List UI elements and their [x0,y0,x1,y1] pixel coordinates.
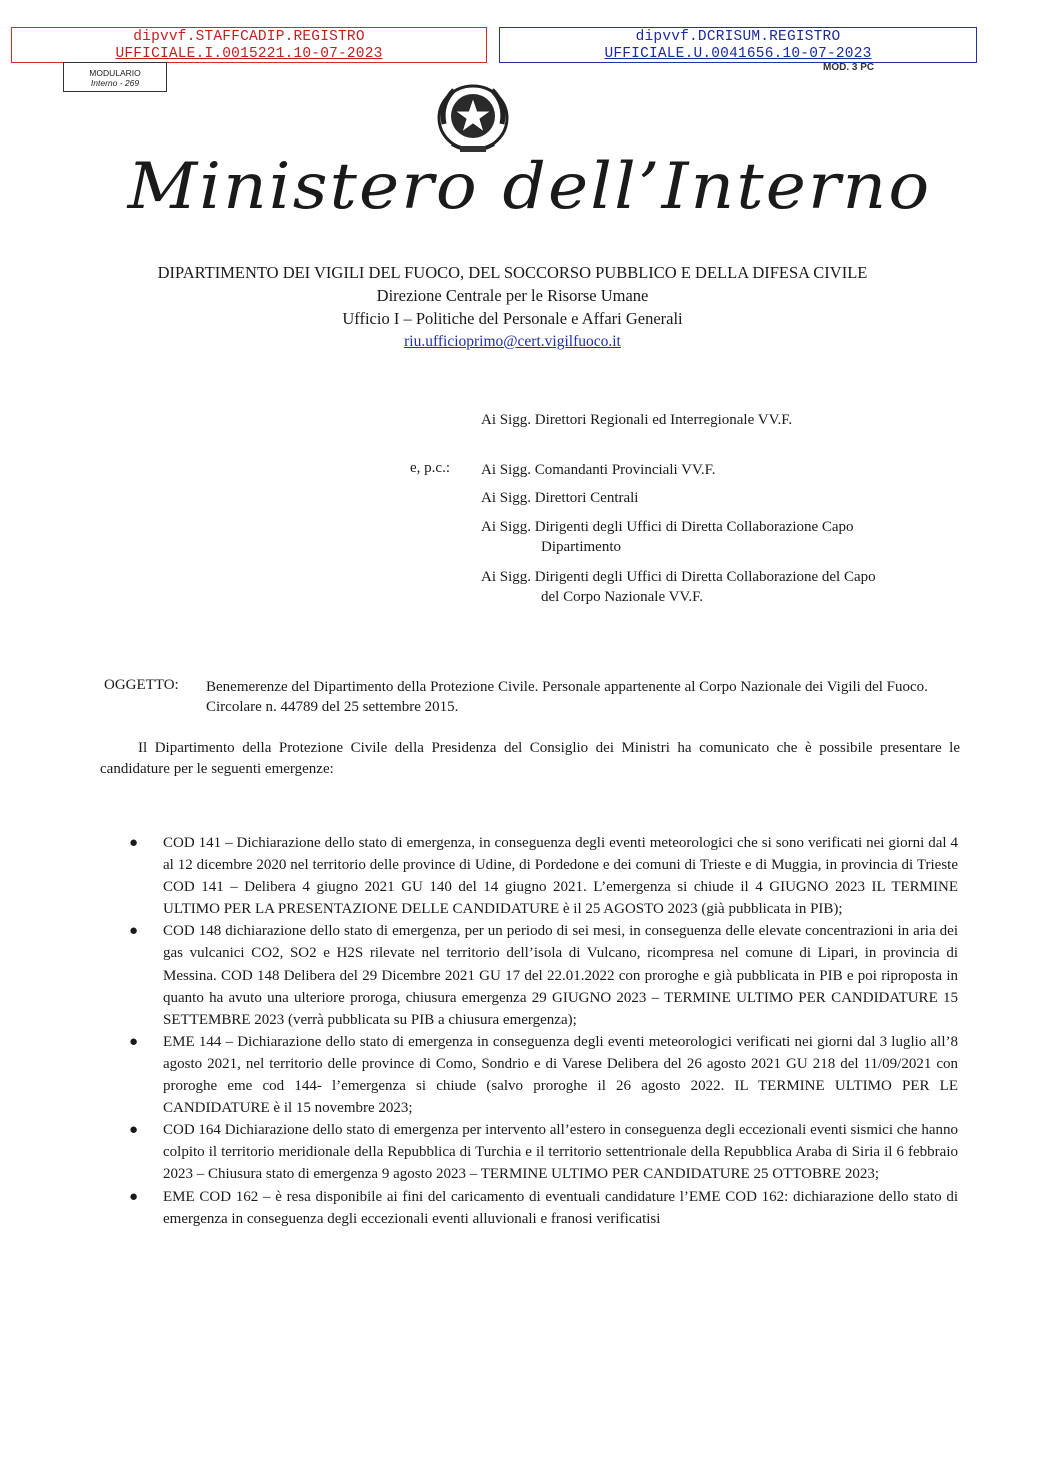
list-item [116,1119,958,1185]
list-item [116,920,958,1030]
main-recipient: Ai Sigg. Direttori Regionali ed Interregionale VV.F. [481,412,793,428]
office-name: Ufficio I – Politiche del Personale e Affari Generali [342,309,683,328]
stamp-line: UFFICIALE.U.0041656.10-07-2023 [604,46,872,62]
direction-name: Direzione Centrale per le Risorse Umane [376,286,649,305]
bullet-icon: ● [129,1033,139,1050]
stamp-line: UFFICIALE.I.0015221.10-07-2023 [115,46,383,62]
letterhead [0,261,1025,353]
subject-text: Benemerenze del Dipartimento della Protezione Civile. Personale appartenente al Corpo Nazionale dei Vigili del Fuoco. Circolare n. 44789 del 25 settembre 2015. [206,679,928,715]
bullet-icon: ● [129,1122,139,1139]
intro-paragraph: Il Dipartimento della Protezione Civile della Presidenza del Consiglio dei Ministri ha comunicato che è possibile presentare le candidature per le seguenti emergenze: [100,740,960,777]
modulario-box [63,62,167,92]
recipient-line-cont: Dipartimento [541,539,621,555]
protocol-stamp-incoming [11,27,487,63]
protocol-stamp-outgoing [499,27,977,63]
recipient-line-cont: del Corpo Nazionale VV.F. [541,589,703,605]
list-item [116,1186,958,1230]
republic-emblem-icon [430,74,516,158]
subject-label: OGGETTO: [104,677,179,693]
list-item-text: COD 164 Dichiarazione dello stato di emergenza per intervento all’estero in conseguenza degli eccezionali eventi sismici che hanno colpito il territorio meridionale della Repubblica di Turchia e il territorio settentrionale della Repubblica Araba di Siria il 6 febbraio 2023 – Chiusura stato di emergenza 9 agosto 2023 – TERMINE ULTIMO PER CANDIDATURE 25 OTTOBRE 2023; [163,1122,958,1183]
cc-recipient [481,517,971,557]
mod-code: MOD. 3 PC [823,62,875,73]
cc-recipient [481,567,971,607]
list-item-text: EME COD 162 – è resa disponibile ai fini del caricamento di eventuali candidature l’EME COD 162: dichiarazione dello stato di emergenza in conseguenza degli eccezionali eventi alluvionali e franosi verificatisi [163,1188,958,1227]
cc-recipient [481,460,971,480]
bullet-icon: ● [129,835,139,851]
office-email-link[interactable]: riu.ufficioprimo@cert.vigilfuoco.it [404,333,621,350]
cc-label: e, p.c.: [410,460,450,476]
emergency-list [116,832,958,1230]
list-item [116,832,958,920]
list-item [116,1031,958,1119]
recipient-line: Ai Sigg. Comandanti Provinciali VV.F. [481,462,716,478]
modulario-label: MODULARIO [89,68,141,78]
bullet-icon: ● [129,923,139,940]
list-item-text: COD 141 – Dichiarazione dello stato di emergenza, in conseguenza degli eventi meteorologici che si sono verificati nei giorni dal 4 al 12 dicembre 2020 nel territorio delle province di Udine, di Pordedone e dei comuni di Trieste e di Muggia, in provincia di Trieste COD 141 – Delibera 4 giugno 2021 GU 140 del 14 giugno 2021. L’emergenza si chiude il 4 GIUGNO 2023 IL TERMINE ULTIMO PER LA PRESENTAZIONE DELLE CANDIDATURE è il 25 AGOSTO 2023 (già pubblicata in PIB); [163,835,958,918]
recipient-line: Ai Sigg. Direttori Centrali [481,490,639,506]
cc-recipient [481,488,971,508]
ministry-title: Ministero dell’Interno [127,150,932,224]
department-name: DIPARTIMENTO DEI VIGILI DEL FUOCO, DEL SOCCORSO PUBBLICO E DELLA DIFESA CIVILE [157,263,868,282]
stamp-line: dipvvf.DCRISUM.REGISTRO [635,29,841,45]
list-item-text: EME 144 – Dichiarazione dello stato di emergenza in conseguenza degli eventi meteorologici verificati nei giorni dal 3 luglio all’8 agosto 2021, nel territorio delle province di Como, Sondrio e di Varese Delibera del 26 agosto 2021 GU 218 del 11/09/2021 con proroghe eme cod 144- l’emergenza si chiude (salvo proroghe il 26 agosto 2022. IL TERMINE ULTIMO PER LE CANDIDATURE è il 15 novembre 2023; [163,1033,958,1117]
modulario-form-number: Interno - 269 [90,78,140,88]
recipient-line: Ai Sigg. Dirigenti degli Uffici di Diretta Collaborazione del Capo [481,569,876,585]
stamp-line: dipvvf.STAFFCADIP.REGISTRO [133,29,365,45]
list-item-text: COD 148 dichiarazione dello stato di emergenza, per un periodo di sei mesi, in conseguenza delle elevate concentrazioni in aria dei gas vulcanici CO2, SO2 e H2S rilevate nel territorio dell’isola di Vulcano, ricompresa nel comune di Lipari, in provincia di Messina. COD 148 Delibera del 29 Dicembre 2021 GU 17 del 22.01.2022 con proroghe e già pubblicata in PIB e poi riproposta in quanto ha avuto una ulteriore proroga, chiusura emergenza 29 GIUGNO 2023 – TERMINE ULTIMO PER CANDIDATURE 15 SETTEMBRE 2023 (verrà pubblicata su PIB a chiusura emergenza); [163,923,958,1028]
recipient-line: Ai Sigg. Dirigenti degli Uffici di Diretta Collaborazione Capo [481,519,854,535]
bullet-icon: ● [129,1188,139,1205]
